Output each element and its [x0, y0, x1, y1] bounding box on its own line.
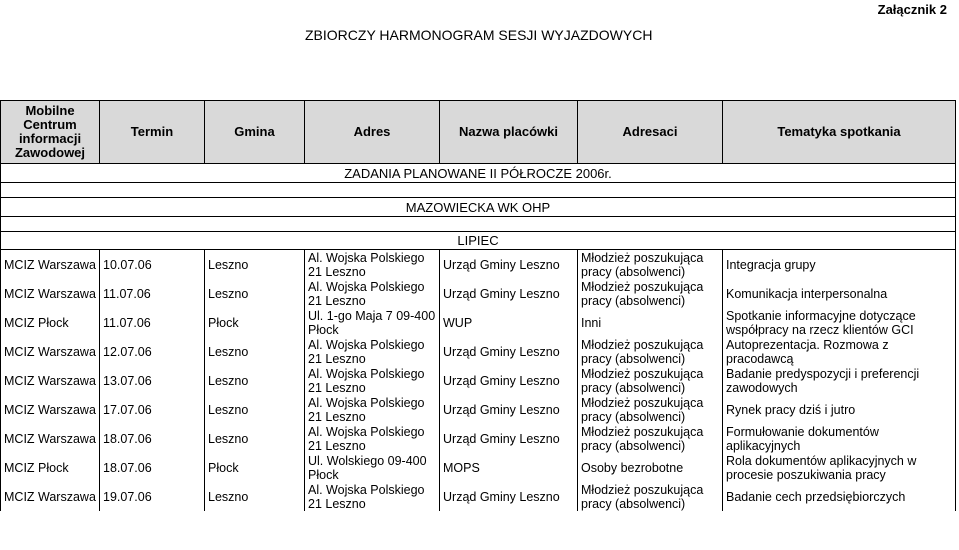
row-adres: Al. Wojska Polskiego 21 Leszno	[305, 395, 440, 424]
row-adres: Ul. Wolskiego 09-400 Płock	[305, 453, 440, 482]
row-mciz: MCIZ Warszawa	[1, 279, 100, 308]
row-adresaci: Młodzież poszukująca pracy (absolwenci)	[578, 395, 723, 424]
row-gmina: Leszno	[205, 279, 305, 308]
row-adresaci: Młodzież poszukująca pracy (absolwenci)	[578, 424, 723, 453]
row-termin: 10.07.06	[100, 250, 205, 280]
row-placowka: Urząd Gminy Leszno	[440, 424, 578, 453]
column-header: Mobilne Centrum informacji Zawodowej	[1, 101, 100, 164]
row-placowka: Urząd Gminy Leszno	[440, 337, 578, 366]
row-tematyka: Rynek pracy dziś i jutro	[723, 395, 956, 424]
row-placowka: Urząd Gminy Leszno	[440, 482, 578, 511]
row-placowka: MOPS	[440, 453, 578, 482]
row-mciz: MCIZ Płock	[1, 308, 100, 337]
row-adres: Al. Wojska Polskiego 21 Leszno	[305, 250, 440, 280]
row-mciz: MCIZ Warszawa	[1, 337, 100, 366]
spacer-row	[1, 217, 956, 232]
schedule-table	[0, 100, 956, 511]
spacer-row	[1, 183, 956, 198]
row-tematyka: Autoprezentacja. Rozmowa z pracodawcą	[723, 337, 956, 366]
row-termin: 18.07.06	[100, 453, 205, 482]
column-header: Gmina	[205, 101, 305, 164]
table-row	[1, 482, 956, 511]
column-header: Termin	[100, 101, 205, 164]
row-adres: Al. Wojska Polskiego 21 Leszno	[305, 424, 440, 453]
table-row	[1, 279, 956, 308]
row-placowka: WUP	[440, 308, 578, 337]
row-adresaci: Młodzież poszukująca pracy (absolwenci)	[578, 337, 723, 366]
row-tematyka: Rola dokumentów aplikacyjnych w procesie poszukiwania pracy	[723, 453, 956, 482]
column-header: Tematyka spotkania	[723, 101, 956, 164]
section-plan: ZADANIA PLANOWANE II PÓŁROCZE 2006r.	[1, 164, 956, 183]
row-placowka: Urząd Gminy Leszno	[440, 366, 578, 395]
row-termin: 19.07.06	[100, 482, 205, 511]
table-row	[1, 453, 956, 482]
row-adres: Al. Wojska Polskiego 21 Leszno	[305, 482, 440, 511]
row-termin: 11.07.06	[100, 279, 205, 308]
section-row-month	[1, 232, 956, 250]
row-adres: Ul. 1-go Maja 7 09-400 Płock	[305, 308, 440, 337]
table-row	[1, 366, 956, 395]
table-row	[1, 424, 956, 453]
row-adresaci: Młodzież poszukująca pracy (absolwenci)	[578, 250, 723, 280]
row-adresaci: Osoby bezrobotne	[578, 453, 723, 482]
section-month: LIPIEC	[1, 232, 956, 250]
row-termin: 18.07.06	[100, 424, 205, 453]
column-header: Adresaci	[578, 101, 723, 164]
row-adresaci: Młodzież poszukująca pracy (absolwenci)	[578, 279, 723, 308]
row-tematyka: Komunikacja interpersonalna	[723, 279, 956, 308]
row-adresaci: Młodzież poszukująca pracy (absolwenci)	[578, 482, 723, 511]
table-header-row	[1, 101, 956, 164]
section-row-region	[1, 198, 956, 217]
table-row	[1, 395, 956, 424]
attachment-label: Załącznik 2	[877, 2, 947, 17]
row-mciz: MCIZ Warszawa	[1, 250, 100, 280]
row-tematyka: Badanie predyspozycji i preferencji zawodowych	[723, 366, 956, 395]
row-mciz: MCIZ Warszawa	[1, 424, 100, 453]
row-tematyka: Badanie cech przedsiębiorczych	[723, 482, 956, 511]
row-adresaci: Inni	[578, 308, 723, 337]
row-termin: 11.07.06	[100, 308, 205, 337]
row-gmina: Leszno	[205, 482, 305, 511]
row-mciz: MCIZ Płock	[1, 453, 100, 482]
section-row-plan	[1, 164, 956, 183]
row-placowka: Urząd Gminy Leszno	[440, 250, 578, 280]
row-adresaci: Młodzież poszukująca pracy (absolwenci)	[578, 366, 723, 395]
row-gmina: Leszno	[205, 250, 305, 280]
row-tematyka: Integracja grupy	[723, 250, 956, 280]
row-mciz: MCIZ Warszawa	[1, 366, 100, 395]
row-gmina: Płock	[205, 453, 305, 482]
row-placowka: Urząd Gminy Leszno	[440, 395, 578, 424]
row-adres: Al. Wojska Polskiego 21 Leszno	[305, 279, 440, 308]
row-termin: 12.07.06	[100, 337, 205, 366]
row-gmina: Leszno	[205, 366, 305, 395]
row-mciz: MCIZ Warszawa	[1, 482, 100, 511]
row-mciz: MCIZ Warszawa	[1, 395, 100, 424]
table-row	[1, 337, 956, 366]
table-row	[1, 250, 956, 280]
row-placowka: Urząd Gminy Leszno	[440, 279, 578, 308]
column-header: Adres	[305, 101, 440, 164]
document-title: ZBIORCZY HARMONOGRAM SESJI WYJAZDOWYCH	[305, 27, 653, 43]
table-row	[1, 308, 956, 337]
row-gmina: Leszno	[205, 395, 305, 424]
row-tematyka: Formułowanie dokumentów aplikacyjnych	[723, 424, 956, 453]
row-tematyka: Spotkanie informacyjne dotyczące współpracy na rzecz klientów GCI	[723, 308, 956, 337]
column-header: Nazwa placówki	[440, 101, 578, 164]
row-termin: 13.07.06	[100, 366, 205, 395]
row-gmina: Leszno	[205, 424, 305, 453]
row-termin: 17.07.06	[100, 395, 205, 424]
row-adres: Al. Wojska Polskiego 21 Leszno	[305, 337, 440, 366]
row-adres: Al. Wojska Polskiego 21 Leszno	[305, 366, 440, 395]
row-gmina: Leszno	[205, 337, 305, 366]
row-gmina: Płock	[205, 308, 305, 337]
section-region: MAZOWIECKA WK OHP	[1, 198, 956, 217]
